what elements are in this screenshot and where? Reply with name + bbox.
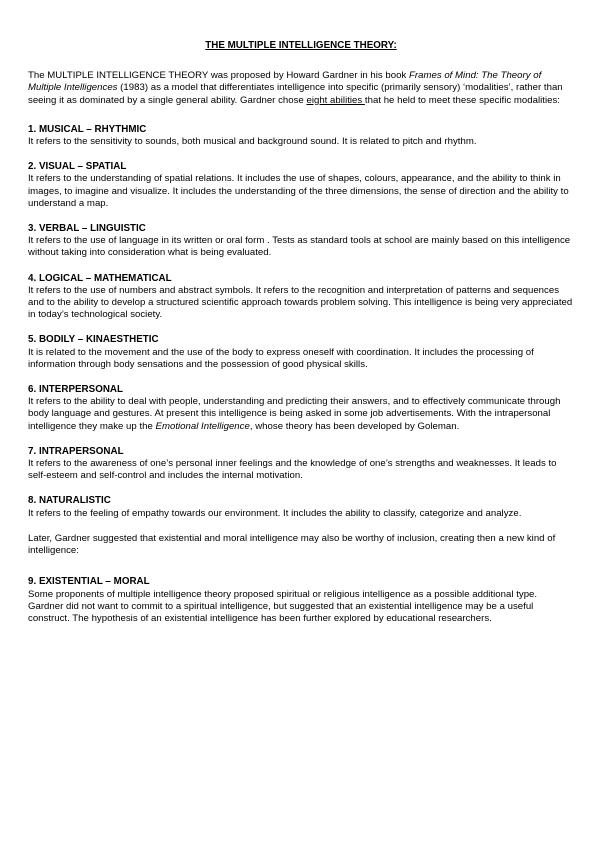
intro-text-part1: The MULTIPLE INTELLIGENCE THEORY was proposed by Howard Gardner in his book: [28, 70, 409, 82]
section-bodily-kinaesthetic: [28, 334, 574, 371]
section-heading: 7. INTRAPERSONAL: [28, 445, 124, 457]
intro-text-part3: that he held to meet these specific modalities:: [364, 94, 560, 106]
section-heading: 2. VISUAL – SPATIAL: [28, 161, 127, 173]
section-text: It is related to the movement and the use of the body to express oneself with coordination. It includes the processing of information through body sensations and the possession of good physical skills.: [28, 346, 534, 370]
section-text: It refers to the use of numbers and abstract symbols. It refers to the recognition and interpretation of patterns and sequences and to the ability to develop a structured scientific approach towards problem solving. This intelligence is being very appreciated in today’s technological society.: [28, 284, 573, 321]
section-heading: 6. INTERPERSONAL: [28, 384, 124, 396]
section-interpersonal: [28, 384, 574, 433]
section-heading: 9. EXISTENTIAL – MORAL: [28, 576, 150, 588]
section-text: [28, 396, 574, 433]
section-heading: 3. VERBAL – LINGUISTIC: [28, 223, 146, 235]
section-logical-mathematical: [28, 273, 574, 322]
section-verbal-linguistic: [28, 223, 574, 260]
intro-text-part2: (1983) as a model that differentiates intelligence into specific (primarily sensory) ‘modalities’, rather than seeing it as dominated by a single general ability. Gardner chose: [28, 82, 563, 106]
section-heading: 5. BODILY – KINAESTHETIC: [28, 334, 159, 346]
section-existential-moral: [28, 576, 574, 625]
section-text: It refers to the use of language in its written or oral form . Tests as standard tools at school are mainly based on this intelligence without taking into consideration what is being evaluated.: [28, 235, 571, 259]
intro-book-title: Frames of Mind: The Theory of Multiple Intelligences: [28, 70, 542, 94]
section-heading: 1. MUSICAL – RHYTHMIC: [28, 123, 147, 135]
document-page: [28, 40, 574, 638]
section-text: It refers to the understanding of spatial relations. It includes the use of shapes, colours, appearance, and the ability to think in images, to imagine and visualize. It includes the understanding of the three dimensions, the sense of direction and the ability to understand a map.: [28, 173, 569, 209]
emotional-intelligence-term: Emotional Intelligence: [155, 420, 250, 432]
intro-paragraph: [28, 70, 574, 107]
section-text: It refers to the feeling of empathy towards our environment. It includes the ability to classify, categorize and analyze.: [28, 507, 522, 519]
later-note-paragraph: Later, Gardner suggested that existential and moral intelligence may also be worthy of inclusion, creating then a new kind of intelligence:: [28, 532, 556, 557]
section-visual-spatial: [28, 161, 574, 210]
section-musical-rhythmic: [28, 124, 574, 148]
intro-eight-abilities: eight abilities: [306, 94, 365, 106]
section-intrapersonal: [28, 446, 574, 483]
document-title: THE MULTIPLE INTELLIGENCE THEORY:: [205, 40, 397, 51]
section-text-before: It refers to the ability to deal with people, understanding and predicting their answers, and to effectively communicate through body language and gestures. At present this intelligence is being asked in some job advertisements. With the intrapersonal intelligence they make up the: [28, 396, 561, 432]
section-heading: 8. NATURALISTIC: [28, 495, 111, 507]
section-text-after: , whose theory has been developed by Goleman.: [249, 420, 460, 432]
section-heading: 4. LOGICAL – MATHEMATICAL: [28, 272, 172, 284]
section-text: Some proponents of multiple intelligence theory proposed spiritual or religious intelligence as a possible additional type. Gardner did not want to commit to a spiritual intelligence, but suggested that an existential intelligence may be a useful construct. The hypothesis of an existential intelligence has been further explored by educational researchers.: [28, 588, 538, 624]
section-naturalistic: [28, 495, 574, 519]
section-text: It refers to the awareness of one’s personal inner feelings and the knowledge of one’s strengths and weaknesses. It leads to self-esteem and self-control and includes the internal motivation.: [28, 458, 557, 482]
section-text: It refers to the sensitivity to sounds, both musical and background sound. It is related to pitch and rhythm.: [28, 136, 477, 148]
